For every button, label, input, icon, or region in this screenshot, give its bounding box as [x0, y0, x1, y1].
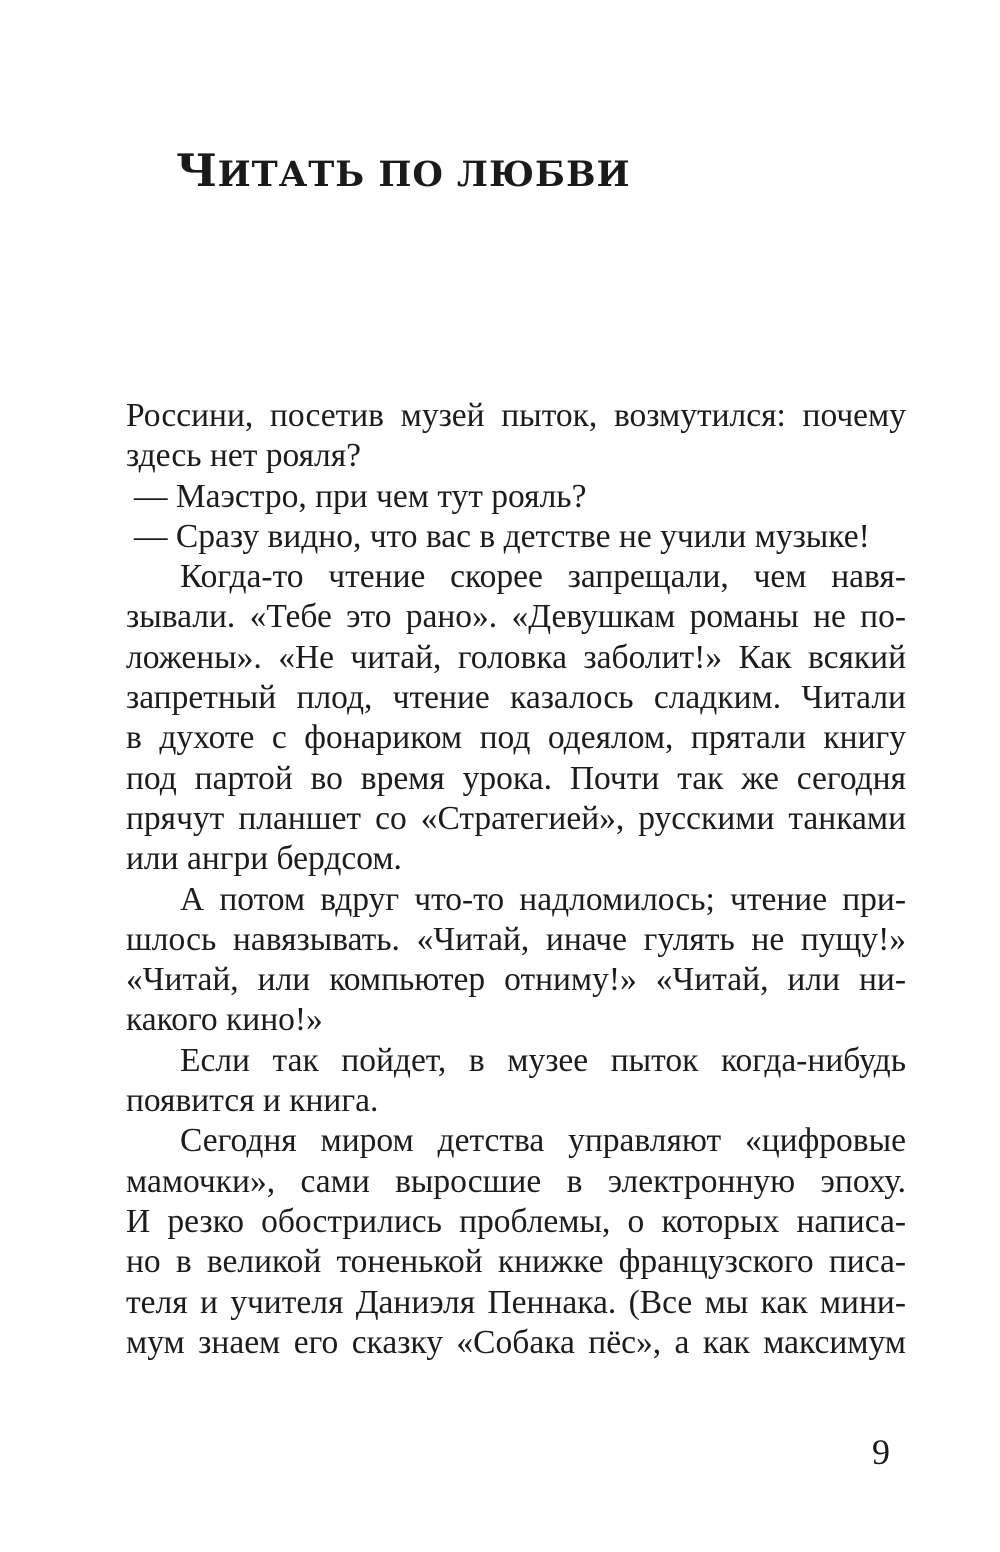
- text-line: но в великой тоненькой книжке французского писа-: [126, 1243, 906, 1281]
- body-text: [126, 396, 906, 1363]
- text-line: или ангри бердсом.: [126, 840, 402, 878]
- page-number: 9: [872, 1432, 890, 1472]
- text-line: мамочки», сами выросшие в электронную эпоху.: [126, 1162, 906, 1200]
- paragraph-first-line: Сегодня миром детства управляют «цифровые: [180, 1122, 906, 1160]
- dialogue-line: — Сразу видно, что вас в детстве не учили музыке!: [134, 517, 870, 555]
- text-line: теля и учителя Даниэля Пеннака. (Все мы как мини-: [126, 1283, 906, 1321]
- text-line: «Читай, или компьютер отниму!» «Читай, или ни-: [126, 961, 906, 999]
- paragraph-first-line: А потом вдруг что-то надломилось; чтение при-: [180, 880, 906, 918]
- text-line: под партой во время урока. Почти так же сегодня: [126, 759, 906, 797]
- chapter-title-initial: Ч: [176, 144, 218, 197]
- text-line: здесь нет рояля?: [126, 437, 361, 475]
- chapter-title-rest: ИТАТЬ ПО ЛЮБВИ: [217, 154, 631, 195]
- text-line: шлось навязывать. «Читай, иначе гулять не пущу!»: [126, 920, 906, 958]
- text-line: ложены». «Не читай, головка заболит!» Как всякий: [126, 638, 906, 676]
- text-line: появится и книга.: [126, 1082, 379, 1120]
- text-line: Россини, посетив музей пыток, возмутился: почему: [126, 397, 906, 434]
- text-line: мум знаем его сказку «Собака пёс», а как максимум: [126, 1323, 906, 1361]
- chapter-title: [176, 138, 631, 208]
- text-line: какого кино!»: [126, 1001, 323, 1039]
- text-line: зывали. «Тебе это рано». «Девушкам романы не по-: [126, 598, 906, 636]
- paragraph-first-line: Если так пойдет, в музее пыток когда-нибудь: [180, 1041, 906, 1079]
- text-line: в духоте с фонариком под одеялом, прятали книгу: [126, 719, 906, 757]
- dialogue-line: — Маэстро, при чем тут рояль?: [134, 477, 587, 515]
- text-line: прячут планшет со «Стратегией», русскими танками: [126, 799, 906, 837]
- text-line: запретный плод, чтение казалось сладким. Читали: [126, 679, 906, 717]
- paragraph-first-line: Когда-то чтение скорее запрещали, чем навя-: [180, 558, 906, 596]
- text-line: И резко обострились проблемы, о которых написа-: [126, 1202, 906, 1240]
